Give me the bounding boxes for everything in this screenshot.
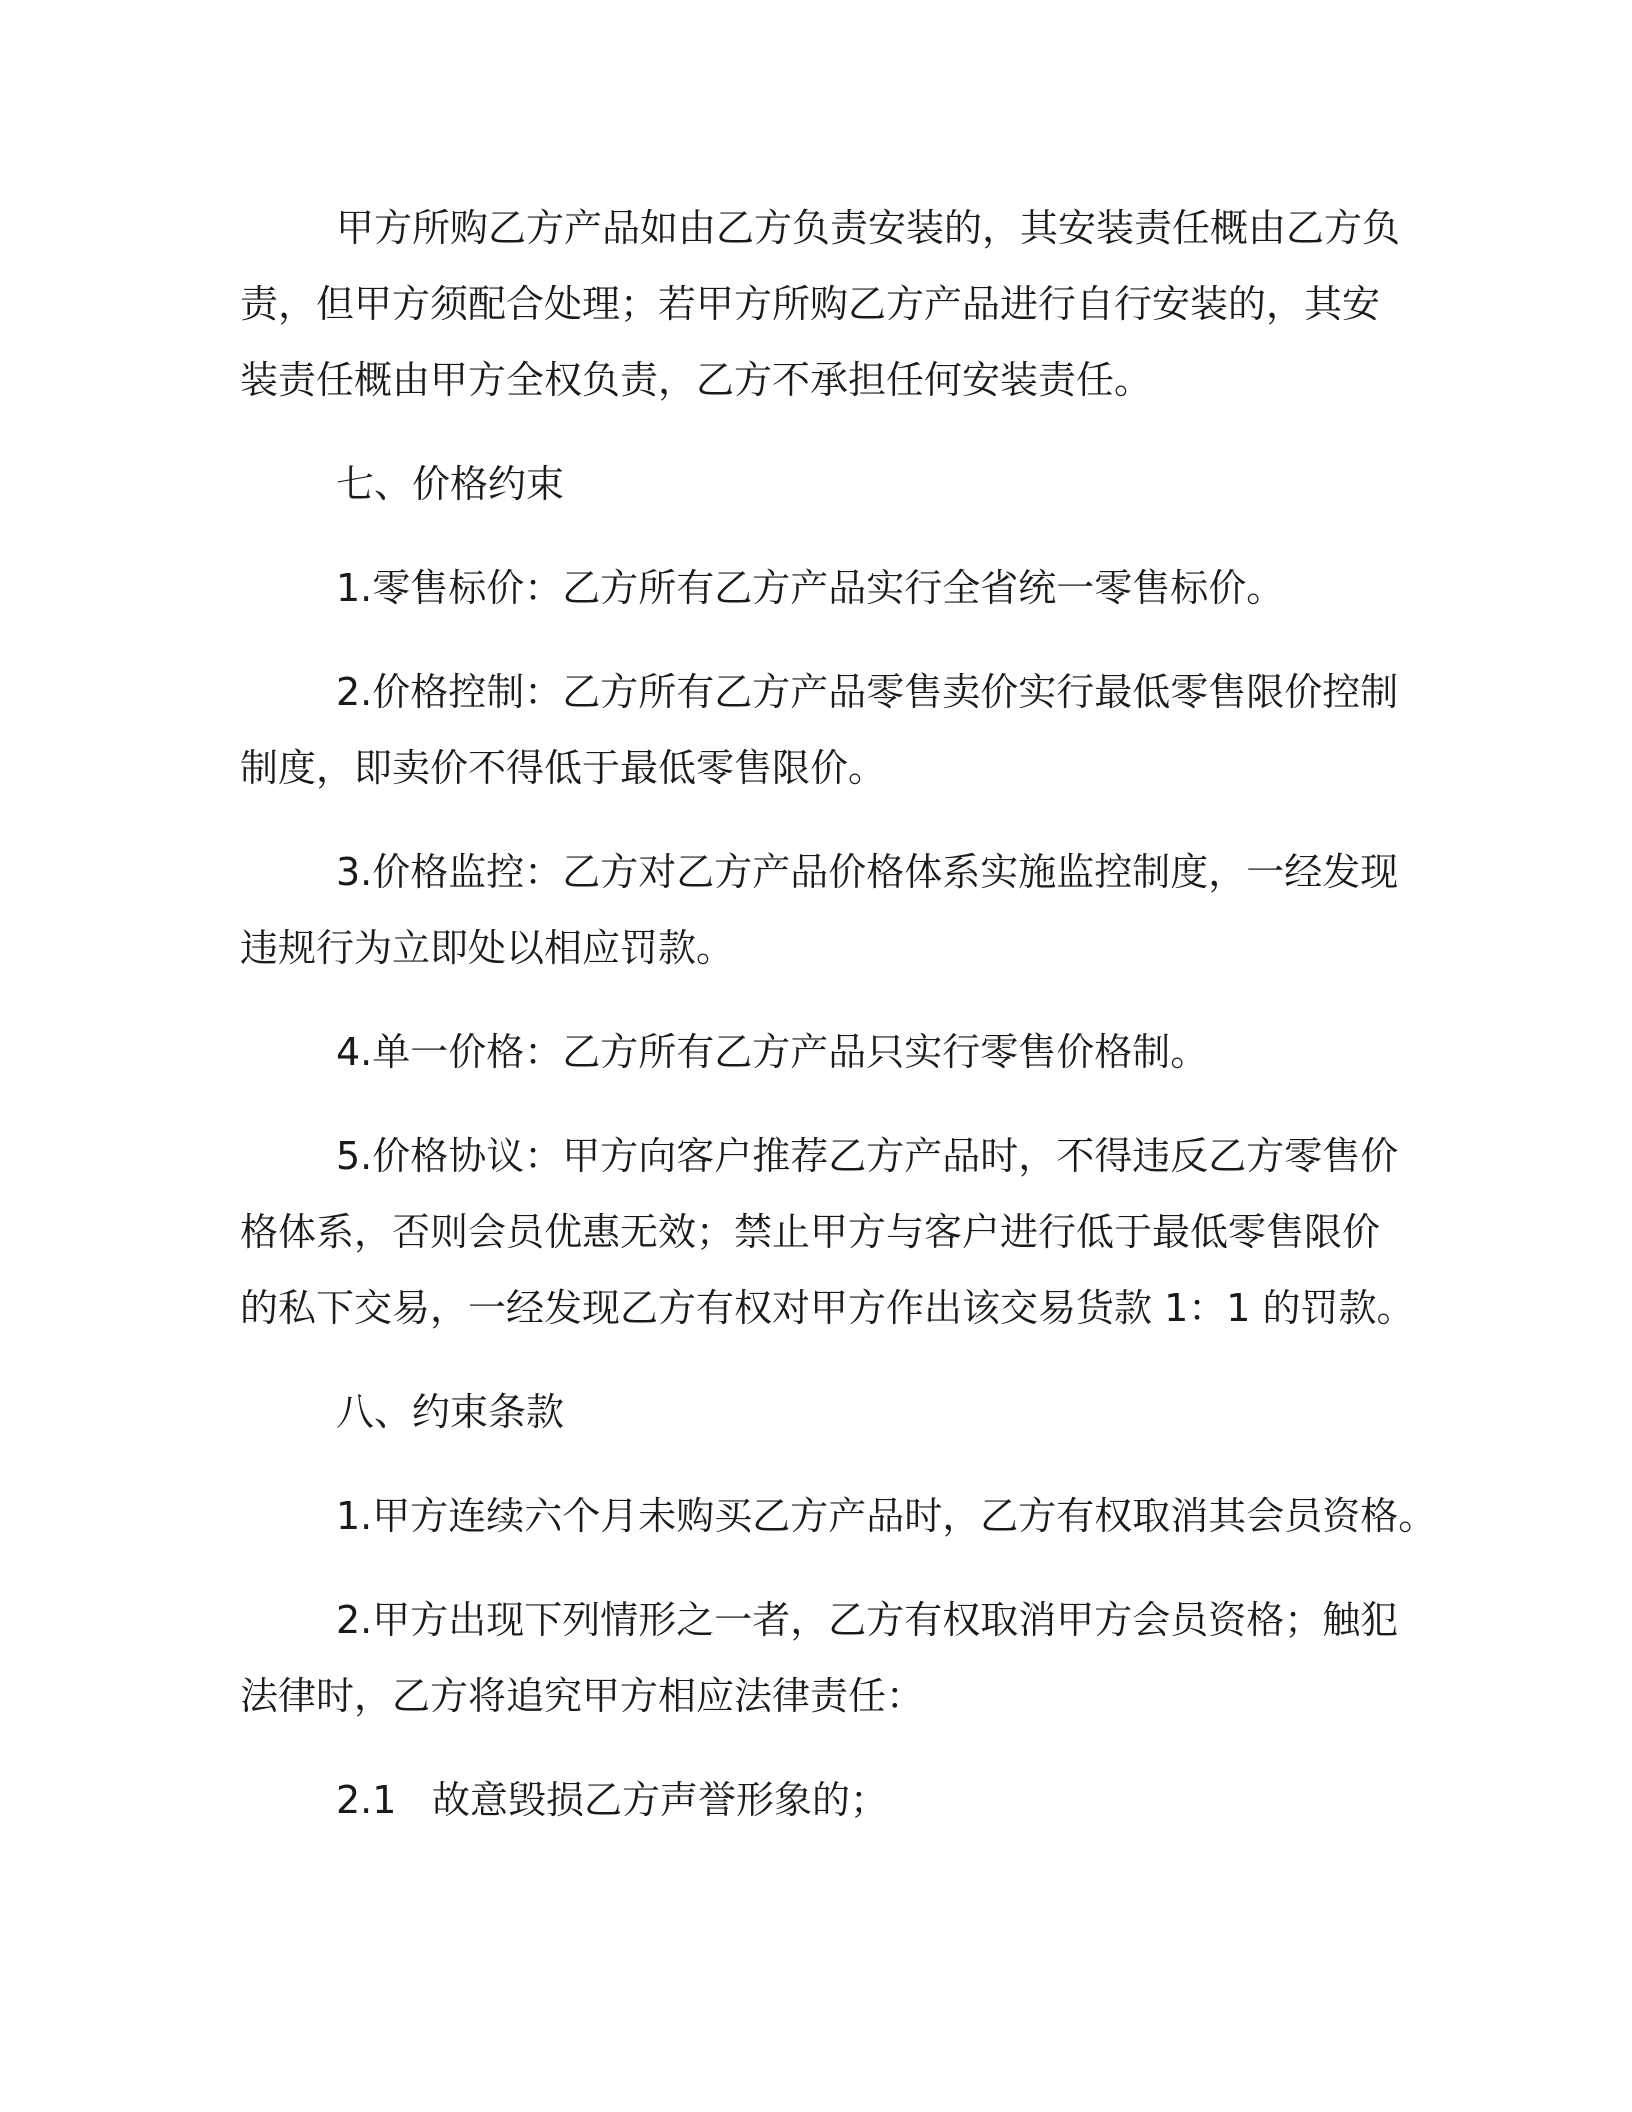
text-line: 1.零售标价：乙方所有乙方产品实行全省统一零售标价。: [336, 566, 1285, 610]
sub-clause-number: 2.1: [336, 1778, 397, 1822]
text-line: 5.价格协议：甲方向客户推荐乙方产品时，不得违反乙方零售价: [336, 1134, 1399, 1178]
text-line: 装责任概由甲方全权负责，乙方不承担任何安装责任。: [240, 358, 1153, 402]
text-line: 法律时，乙方将追究甲方相应法律责任：: [240, 1674, 925, 1718]
clause-cancel-conditions: [240, 1582, 1400, 1734]
text-line: 责，但甲方须配合处理；若甲方所购乙方产品进行自行安装的，其安: [240, 282, 1381, 326]
section-heading-restrictions: 八、约束条款: [336, 1390, 565, 1434]
text-line: 甲方所购乙方产品如由乙方负责安装的，其安装责任概由乙方负: [336, 206, 1401, 250]
text-line: 2.价格控制：乙方所有乙方产品零售卖价实行最低零售限价控制: [336, 670, 1399, 714]
text-line: 格体系，否则会员优惠无效；禁止甲方与客户进行低于最低零售限价: [240, 1210, 1381, 1254]
text-line: 1.甲方连续六个月未购买乙方产品时，乙方有权取消其会员资格。: [336, 1494, 1437, 1538]
text-line: 4.单一价格：乙方所有乙方产品只实行零售价格制。: [336, 1030, 1209, 1074]
text-line: 2.甲方出现下列情形之一者，乙方有权取消甲方会员资格；触犯: [336, 1598, 1399, 1642]
clause-price-control: [240, 654, 1400, 806]
text-line: 制度，即卖价不得低于最低零售限价。: [240, 746, 887, 790]
document-body: [240, 190, 1437, 1866]
clause-single-price: [240, 1014, 1400, 1090]
clause-price-monitoring: [240, 834, 1400, 986]
section-heading-price: 七、价格约束: [336, 462, 565, 506]
text-line: 的私下交易，一经发现乙方有权对甲方作出该交易货款 1：1 的罚款。: [240, 1286, 1415, 1330]
paragraph-installation: [240, 190, 1400, 418]
clause-retail-price: [240, 550, 1400, 626]
text-line: 违规行为立即处以相应罚款。: [240, 926, 735, 970]
clause-membership-cancel: [240, 1478, 1437, 1554]
text-line: 3.价格监控：乙方对乙方产品价格体系实施监控制度，一经发现: [336, 850, 1399, 894]
sub-clause-text: 故意毁损乙方声誉形象的；: [432, 1778, 889, 1822]
sub-clause-reputation: [240, 1762, 1400, 1838]
clause-price-agreement: [240, 1118, 1415, 1346]
